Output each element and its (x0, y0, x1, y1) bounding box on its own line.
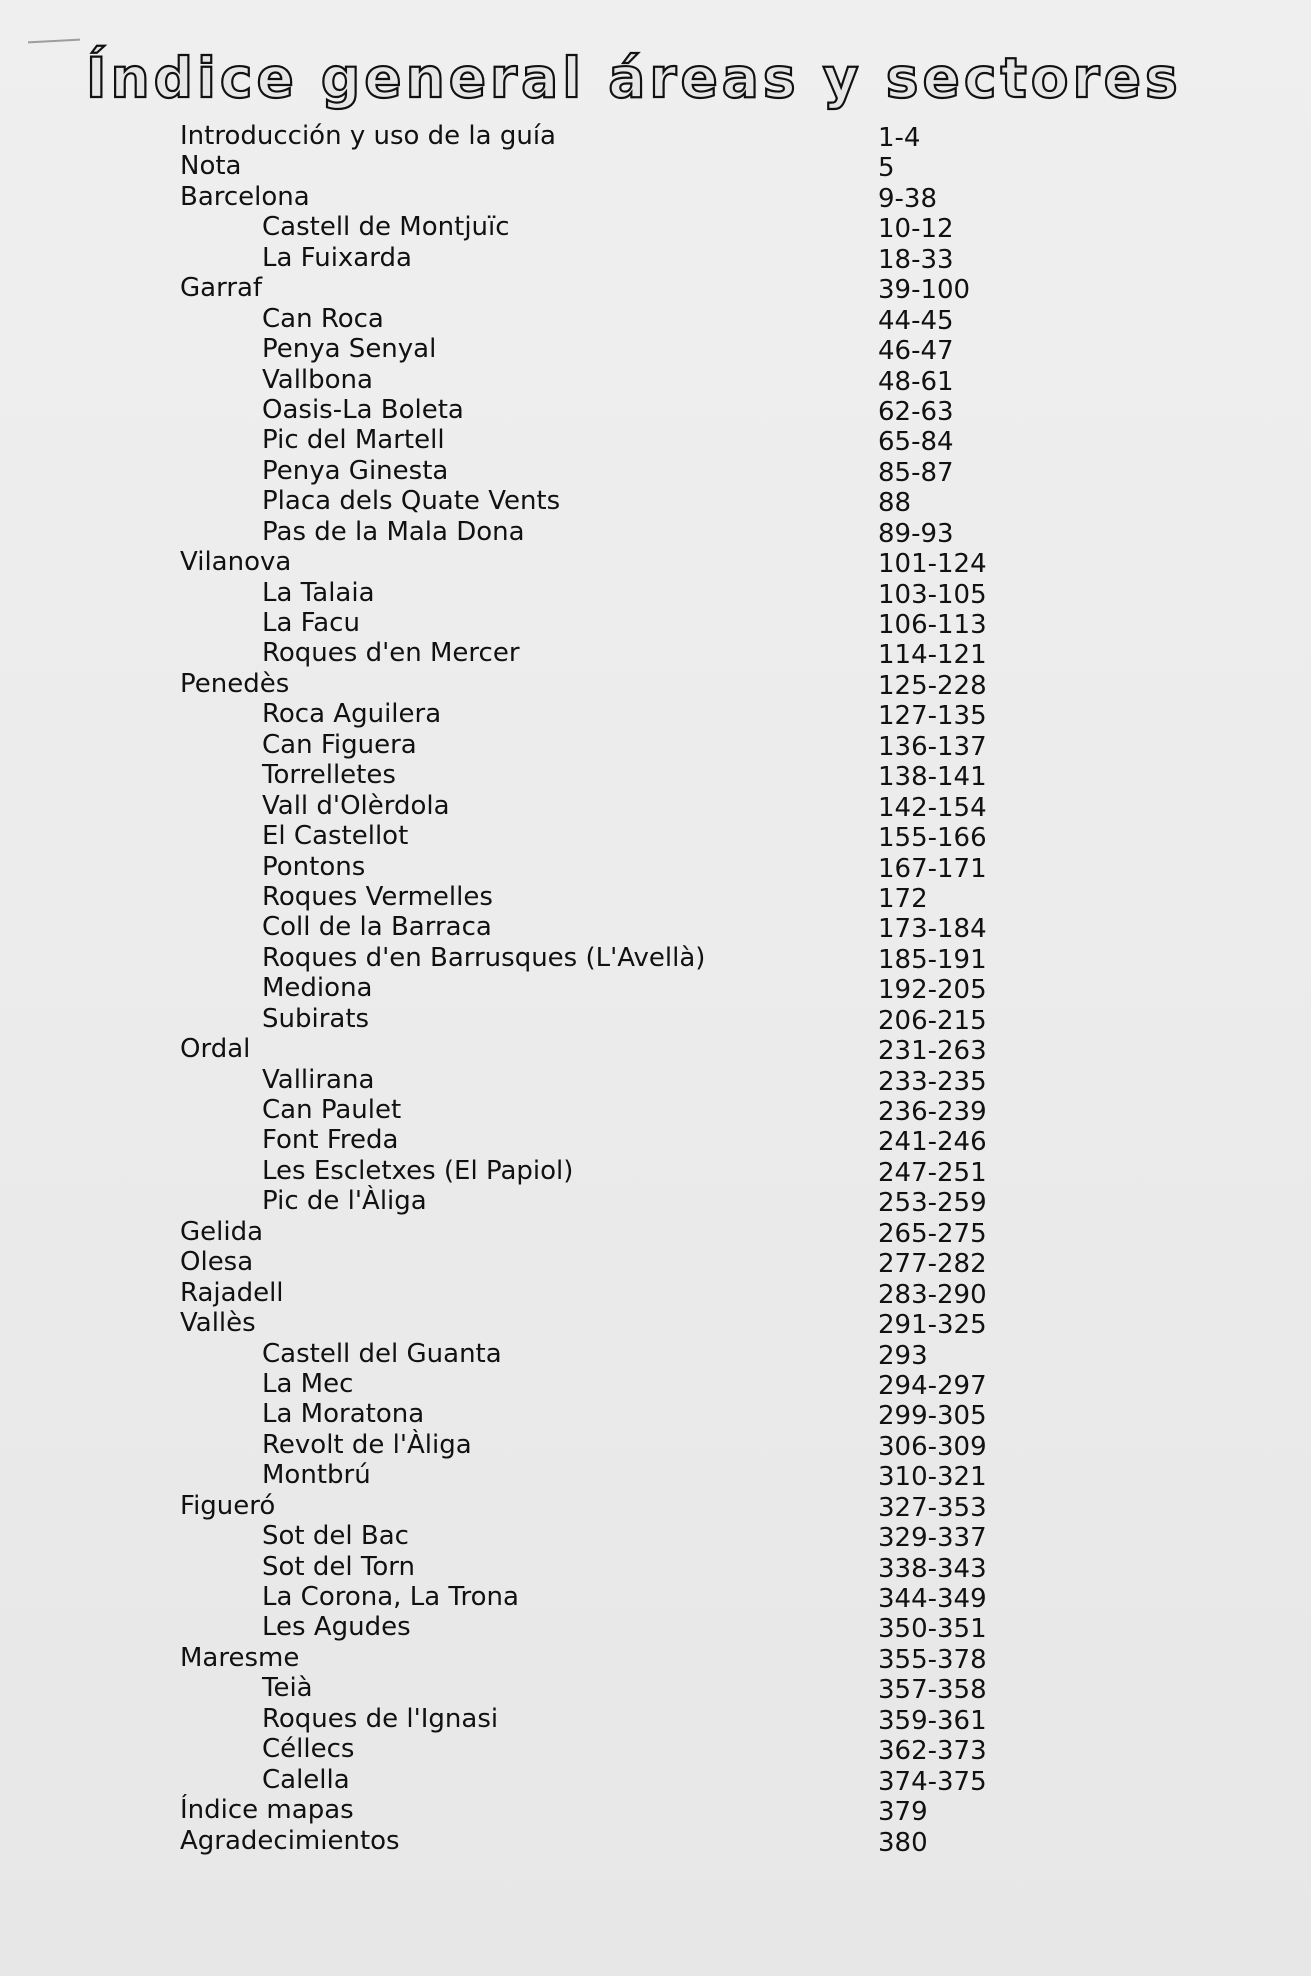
page-range: 136-137 (878, 731, 987, 762)
page-range: 101-124 (878, 549, 987, 580)
toc-subsection-row (180, 1673, 1180, 1706)
toc-subsection-row (180, 912, 1180, 945)
sector-title: Roques d'en Mercer (262, 638, 520, 669)
page-range: 18-33 (878, 244, 954, 275)
toc-subsection-row (180, 699, 1180, 732)
page-range: 9-38 (878, 183, 938, 214)
section-title: Vallès (180, 1308, 256, 1339)
sector-title: Roques d'en Barrusques (L'Avellà) (262, 942, 706, 973)
sector-title: Céllecs (262, 1734, 355, 1765)
sector-title: Penya Ginesta (262, 455, 449, 486)
page-range: 85-87 (878, 457, 954, 488)
sector-title: Can Figuera (262, 729, 417, 760)
toc-subsection-row (180, 578, 1180, 608)
toc-subsection-row (180, 1765, 1180, 1795)
page-range: 142-154 (878, 792, 987, 823)
toc-subsection-row (180, 730, 1180, 760)
page-range: 106-113 (878, 610, 987, 640)
toc-subsection-row (180, 425, 1180, 458)
page-range: 62-63 (878, 396, 954, 427)
sector-title: La Moratona (262, 1399, 425, 1430)
toc-section-row (180, 1643, 1180, 1673)
section-title: Agradecimientos (180, 1825, 400, 1856)
page-range: 299-305 (878, 1401, 987, 1432)
sector-title: Sot del Bac (262, 1521, 409, 1552)
page-range: 46-47 (878, 336, 954, 367)
toc-section-row (180, 1034, 1180, 1067)
sector-title: Vallbona (262, 364, 373, 395)
sector-title: Castell de Montjuïc (262, 212, 510, 243)
sector-title: Vallirana (262, 1064, 375, 1095)
page-range: 253-259 (878, 1188, 987, 1219)
page-range: 362-373 (878, 1736, 987, 1767)
page-range: 236-239 (878, 1097, 987, 1127)
page-range: 192-205 (878, 975, 987, 1006)
sector-title: La Talaia (262, 577, 375, 608)
page-range: 294-297 (878, 1370, 987, 1401)
page-range: 344-349 (878, 1584, 987, 1614)
toc-subsection-row (180, 760, 1180, 793)
toc-section-row (180, 273, 1180, 306)
section-title: Introducción y uso de la guía (180, 121, 556, 151)
sector-title: Font Freda (262, 1125, 399, 1156)
toc-subsection-row (180, 1582, 1180, 1612)
toc-subsection-row (180, 395, 1180, 425)
page-range: 173-184 (878, 914, 987, 945)
page-range: 306-309 (878, 1431, 987, 1462)
toc-subsection-row (180, 943, 1180, 973)
toc-section-row (180, 151, 1180, 184)
page-range: 241-246 (878, 1127, 987, 1158)
pen-mark (28, 39, 80, 44)
toc-subsection-row (180, 1734, 1180, 1767)
sector-title: Penya Senyal (262, 334, 437, 365)
page-range: 359-361 (878, 1705, 987, 1736)
sector-title: Roca Aguilera (262, 699, 442, 730)
toc-subsection-row (180, 1612, 1180, 1645)
toc-section-row (180, 1795, 1180, 1828)
section-title: Penedès (180, 668, 290, 699)
table-of-contents (180, 121, 1180, 1856)
page-range: 5 (878, 153, 895, 184)
sector-title: Roques de l'Ignasi (262, 1703, 499, 1734)
toc-section-row (180, 1247, 1180, 1280)
sector-title: Montbrú (262, 1460, 371, 1491)
page-range: 283-290 (878, 1279, 987, 1310)
sector-title: Revolt de l'Àliga (262, 1429, 472, 1460)
toc-subsection-row (180, 1065, 1180, 1095)
sector-title: Sot del Torn (262, 1551, 415, 1582)
page-title: Índice general áreas y sectores (86, 46, 1182, 110)
page-range: 65-84 (878, 427, 954, 458)
page-range: 247-251 (878, 1157, 987, 1188)
sector-title: El Castellot (262, 821, 409, 852)
toc-section-row (180, 1217, 1180, 1247)
sector-title: La Facu (262, 608, 360, 638)
page-range: 357-358 (878, 1675, 987, 1706)
page-range: 48-61 (878, 366, 954, 397)
page-range: 44-45 (878, 305, 954, 336)
sector-title: Mediona (262, 973, 373, 1004)
toc-subsection-row (180, 365, 1180, 395)
sector-title: Coll de la Barraca (262, 912, 492, 943)
page-range: 277-282 (878, 1249, 987, 1280)
toc-subsection-row (180, 791, 1180, 821)
toc-subsection-row (180, 1156, 1180, 1186)
section-title: Índice mapas (180, 1795, 354, 1826)
section-title: Olesa (180, 1247, 254, 1278)
sector-title: La Mec (262, 1368, 354, 1399)
section-title: Figueró (180, 1490, 276, 1521)
toc-subsection-row (180, 638, 1180, 671)
toc-subsection-row (180, 1552, 1180, 1582)
section-title: Garraf (180, 273, 263, 304)
toc-section-row (180, 1278, 1180, 1308)
sector-title: Pas de la Mala Dona (262, 516, 525, 547)
page-range: 39-100 (878, 275, 971, 306)
sector-title: Teià (262, 1673, 313, 1704)
sector-title: Can Roca (262, 303, 384, 334)
sector-title: Pic del Martell (262, 425, 445, 456)
section-title: Barcelona (180, 181, 310, 212)
toc-subsection-row (180, 821, 1180, 854)
toc-subsection-row (180, 486, 1180, 519)
toc-section-row (180, 669, 1180, 699)
page-range: 379 (878, 1797, 928, 1828)
toc-subsection-row (180, 1004, 1180, 1034)
page-range: 380 (878, 1827, 928, 1858)
sector-title: La Corona, La Trona (262, 1582, 519, 1612)
toc-section-row (180, 1308, 1180, 1341)
page-range: 1-4 (878, 123, 921, 153)
sector-title: Oasis-La Boleta (262, 394, 464, 425)
page-range: 350-351 (878, 1614, 987, 1645)
toc-section-row (180, 1491, 1180, 1521)
toc-subsection-row (180, 1369, 1180, 1399)
toc-subsection-row (180, 1460, 1180, 1493)
page-range: 103-105 (878, 579, 987, 610)
toc-section-row (180, 121, 1180, 151)
toc-subsection-row (180, 456, 1180, 486)
page-range: 233-235 (878, 1066, 987, 1097)
toc-subsection-row (180, 1186, 1180, 1219)
toc-subsection-row (180, 517, 1180, 547)
page-range: 125-228 (878, 670, 987, 701)
sector-title: Torrelletes (262, 760, 396, 791)
sector-title: Les Agudes (262, 1612, 411, 1643)
section-title: Rajadell (180, 1277, 284, 1308)
toc-section-row (180, 182, 1180, 212)
page-range: 88 (878, 488, 912, 519)
page-range: 89-93 (878, 518, 954, 549)
toc-subsection-row (180, 1704, 1180, 1734)
toc-subsection-row (180, 1521, 1180, 1554)
page-range: 167-171 (878, 853, 987, 884)
sector-title: Calella (262, 1764, 350, 1795)
toc-subsection-row (180, 608, 1180, 638)
toc-subsection-row (180, 1430, 1180, 1460)
sector-title: Roques Vermelles (262, 881, 493, 912)
page-range: 231-263 (878, 1036, 987, 1067)
toc-subsection-row (180, 852, 1180, 882)
sector-title: Can Paulet (262, 1095, 402, 1125)
sector-title: Vall d'Olèrdola (262, 790, 450, 821)
page-range: 127-135 (878, 701, 987, 732)
page-range: 185-191 (878, 944, 987, 975)
sector-title: Castell del Guanta (262, 1338, 502, 1369)
toc-subsection-row (180, 882, 1180, 912)
page-range: 338-343 (878, 1553, 987, 1584)
toc-subsection-row (180, 1399, 1180, 1432)
section-title: Maresme (180, 1642, 300, 1673)
page-range: 310-321 (878, 1462, 987, 1493)
section-title: Vilanova (180, 547, 292, 578)
page-range: 265-275 (878, 1218, 987, 1249)
page-range: 293 (878, 1340, 928, 1371)
page-range: 329-337 (878, 1523, 987, 1554)
page-range: 374-375 (878, 1766, 987, 1797)
sector-title: Pic de l'Àliga (262, 1186, 427, 1217)
toc-subsection-row (180, 1339, 1180, 1369)
section-title: Gelida (180, 1216, 264, 1247)
toc-subsection-row (180, 1125, 1180, 1158)
toc-subsection-row (180, 1095, 1180, 1125)
page-range: 172 (878, 883, 928, 914)
page-range: 206-215 (878, 1005, 987, 1036)
page-range: 138-141 (878, 762, 987, 793)
toc-subsection-row (180, 973, 1180, 1006)
toc-subsection-row (180, 334, 1180, 367)
sector-title: Placa dels Quate Vents (262, 486, 561, 517)
page-range: 291-325 (878, 1310, 987, 1341)
page-range: 155-166 (878, 823, 987, 854)
toc-subsection-row (180, 304, 1180, 334)
page-range: 355-378 (878, 1644, 987, 1675)
sector-title: La Fuixarda (262, 242, 412, 273)
sector-title: Les Escletxes (El Papiol) (262, 1155, 574, 1186)
section-title: Nota (180, 151, 242, 182)
sector-title: Subirats (262, 1003, 370, 1034)
sector-title: Pontons (262, 851, 366, 882)
toc-subsection-row (180, 243, 1180, 273)
page-range: 10-12 (878, 214, 954, 245)
page-range: 114-121 (878, 640, 987, 671)
toc-subsection-row (180, 212, 1180, 245)
toc-section-row (180, 1826, 1180, 1856)
page-range: 327-353 (878, 1492, 987, 1523)
section-title: Ordal (180, 1034, 251, 1065)
toc-section-row (180, 547, 1180, 580)
